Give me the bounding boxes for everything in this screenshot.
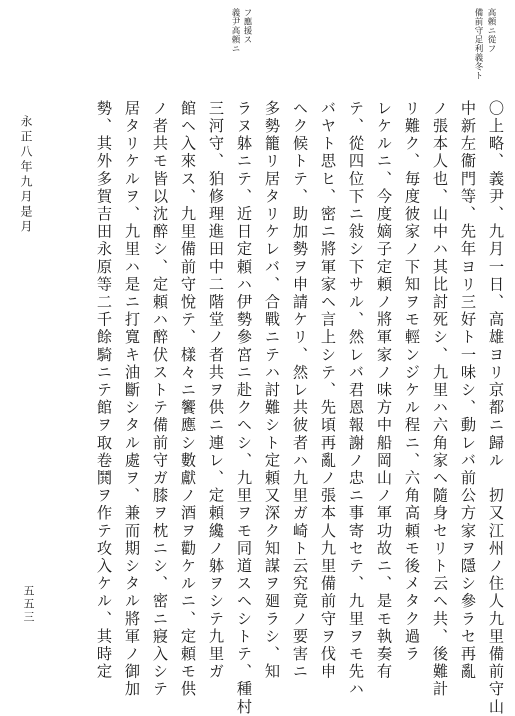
text-column-15: 勢、其外多賀吉田永原等二千餘騎ニテ館ヲ取卷鬨ヲ作テ攻入ケル、其時定 — [95, 100, 113, 681]
text-column-1: 〇上略、義尹、九月一日、高雄ヨリ京都ニ歸ル 扨又江州ノ住人九里備前守山 — [487, 100, 505, 716]
text-column-7: バヤト思ヒ、密ニ將軍家ヘ言上シテ、先頃再亂ノ張本人九里備前守ヲ伐申 — [319, 100, 337, 681]
text-column-5: レケルニ、今度嫡子定頼ノ將軍家ノ味方中船岡山ノ軍功故ニ、是モ執奏有 — [375, 100, 393, 681]
text-column-14: 居タリケルヲ、九里ハ是ニ打寬キ油斷シタル處ヲ、兼而期シタル將軍ノ御加 — [123, 100, 141, 699]
text-column-11: 三河守、狛修理進田中二階堂ノ者共ヲ供ニ連レ、定頼纔ノ躰ヲシテ九里ガ — [207, 100, 225, 681]
date-header: 永正八年九月是月 — [19, 115, 33, 235]
text-column-6: テ、從四位下ニ敍シ下サル、然レバ君恩報謝ノ忠ニ事寄セテ、九里ヲモ先ハ — [347, 100, 365, 699]
headnote-4: フ應援ス — [242, 8, 252, 44]
headnote-1: 備前守足利義冬ト — [473, 8, 483, 80]
text-column-13: ノ者共モ皆以沈醉シ、定頼ハ醉伏ストテ備前守ガ膝ヲ枕ニシ、密ニ寢入シテ — [151, 100, 169, 699]
text-column-3: ノ張本人也、山中ハ其比討死シ、九里ハ六角家ヘ隨身セリト云ヘ共、後難計 — [431, 100, 449, 699]
text-column-9: 多勢籠リ居タリケレバ、合戰ニテハ討難シト定頼又深ク知謀ヲ廻ラシ、知 — [263, 100, 281, 681]
page-number: 五五三 — [22, 585, 35, 624]
headnote-2: 高頼ニ從フ — [486, 8, 496, 53]
headnote-3: 義尹高頼ニ — [230, 8, 240, 53]
text-column-12: 館ヘ入來ス、九里備前守悅テ、樣々ニ饗應シ數獻ノ酒ヲ勸ケルニ、定頼モ供 — [179, 100, 197, 699]
text-column-8: ヘク候トテ、助加勢ヲ申請ケリ、然レ共彼者ハ九里ガ崎ト云究竟ノ要害ニ — [291, 100, 309, 681]
text-column-10: ラヌ躰ニテ、近日定頼ハ伊勢參宮ニ赴クヘシ、九里ヲモ同道スヘシトテ、種村 — [235, 100, 253, 716]
text-column-2: 中新左衞門等、先年ヨリ三好ト一味シ、動レバ前公方家ヲ隱シ參ラセ再亂 — [459, 100, 477, 681]
text-column-4: リ難ク、毎度彼家ノ下知ヲモ輕ンジケル程ニ、六角高頼モ後メタク過ラ — [403, 100, 421, 664]
